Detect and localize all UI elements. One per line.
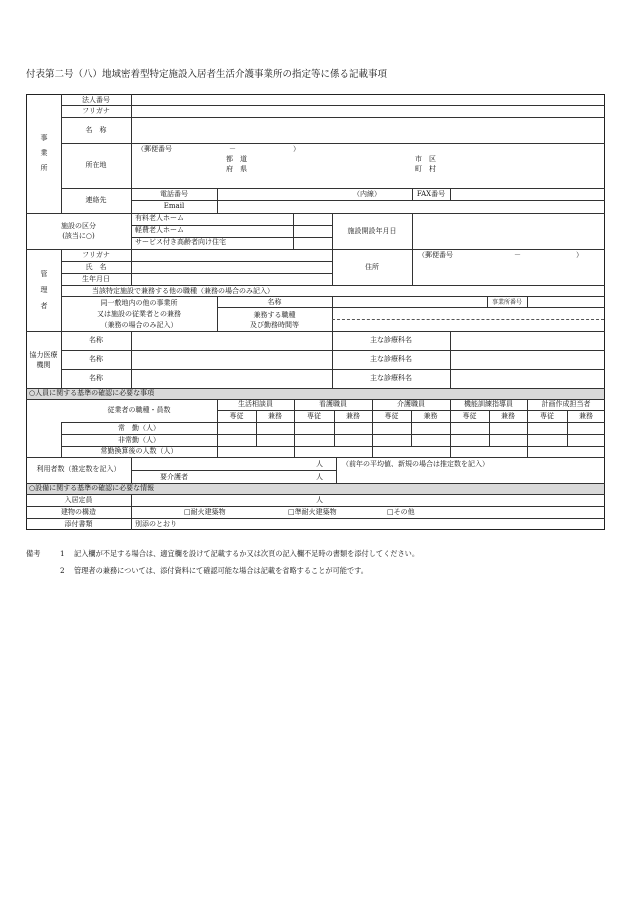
doitsu-line: 同一敷地内の他の事業所 xyxy=(100,299,178,307)
meisho-label: 名 称 xyxy=(85,126,107,134)
denwa-label: 電話番号 xyxy=(160,190,188,198)
shisetsu-kubun-note: (該当に○) xyxy=(62,232,95,240)
shuna-shinryo-2: 主な診療科名 xyxy=(370,355,412,363)
kennmu2-line: 兼務する職種 xyxy=(253,311,296,319)
doitsu-line: （兼務の場合のみ記入） xyxy=(100,321,178,329)
kanrisha-furigana-label: フリガナ xyxy=(82,251,110,259)
doitsu-line: 又は施設の従業者との兼務 xyxy=(97,310,181,318)
doitsu-shikichi-label xyxy=(61,298,217,331)
kyoryoku-label xyxy=(26,350,61,370)
kyoryoku-meisho-2: 名称 xyxy=(89,355,103,363)
jinin-header: ○人員に関する基準の確認に必要な事項 xyxy=(29,389,155,397)
teiin-label: 入居定員 xyxy=(64,496,93,504)
kaisetsu-label: 施設開設年月日 xyxy=(347,227,397,235)
kennmu-5: 兼務 xyxy=(579,412,593,420)
jigyosho-bango-label: 事業所番号 xyxy=(491,299,522,306)
riyosha-nin: 人 xyxy=(316,460,323,468)
hojin-bango-label: 法人番号 xyxy=(82,96,110,104)
furigana-label: フリガナ xyxy=(82,107,110,115)
kanrisha-yubin: （郵便番号 xyxy=(418,251,453,259)
shisetsu-kubun-label: 施設の区分 xyxy=(61,222,96,230)
fax-label: FAX番号 xyxy=(416,190,446,198)
sennin-3: 専従 xyxy=(384,412,399,420)
kanrisha-shimei-label: 氏 名 xyxy=(85,263,107,271)
kyoryoku-line: 協力医療 xyxy=(29,351,58,359)
kanrisha-jusho-label: 住所 xyxy=(365,263,379,271)
todo-text: 都 道 xyxy=(226,155,247,163)
kanrisha-seinengappi-label: 生年月日 xyxy=(82,275,110,283)
kennmu-3: 兼務 xyxy=(423,412,438,420)
kennmu-2: 兼務 xyxy=(346,412,360,420)
shiku-text: 市 区 xyxy=(415,155,436,163)
kozo-sonota[interactable]: □その他 xyxy=(387,508,415,516)
kozo-juntaika[interactable]: □準耐火建築物 xyxy=(288,508,337,516)
shisetsu-type-yuryo: 有料老人ホーム xyxy=(135,214,184,222)
shokushu-label: 従業者の職種・員数 xyxy=(107,406,171,414)
yubin-close: ） xyxy=(293,145,300,153)
kyoryoku-meisho-1: 名称 xyxy=(89,336,103,344)
kennmu2-line: 及び勤務時間等 xyxy=(250,321,299,329)
tempu-value: 別添のとおり xyxy=(135,520,177,528)
sennin-4: 専従 xyxy=(462,412,477,420)
kennmu-shokushu-label: 当該特定施設で兼務する他の職種（兼務の場合のみ記入） xyxy=(92,287,274,295)
tempu-label: 添付書類 xyxy=(64,520,93,528)
kanrisha-section-label xyxy=(30,266,58,314)
riyosha-label: 利用者数（推定数を記入） xyxy=(36,465,121,473)
section-char: 事 xyxy=(40,134,48,142)
kanrisha-meisho-label: 名称 xyxy=(267,298,282,306)
section-char: 者 xyxy=(40,302,48,310)
yokaigo-nin: 人 xyxy=(316,473,323,481)
kyoryoku-line: 機関 xyxy=(36,361,51,369)
naisen-label: （内線） xyxy=(353,190,381,198)
shisetsu-type-keihi: 軽費老人ホーム xyxy=(135,226,184,234)
chouson-text: 町 村 xyxy=(415,165,436,173)
shuna-shinryo-3: 主な診療科名 xyxy=(370,374,412,382)
col-seikatsu: 生活相談員 xyxy=(238,400,273,408)
fuken-text: 府 県 xyxy=(226,165,247,173)
kanrisha-yubin-close: ） xyxy=(576,251,583,259)
col-kaigo: 介護職員 xyxy=(397,400,425,408)
shuna-shinryo-1: 主な診療科名 xyxy=(370,336,412,344)
shozaichi-label: 所在地 xyxy=(85,161,107,169)
shisetsu-type-sakoju: サービス付き高齢者向け住宅 xyxy=(135,238,226,246)
biko-label: 備考 xyxy=(26,549,41,558)
yokaigo-label: 要介護者 xyxy=(160,473,188,481)
sennin-2: 専従 xyxy=(307,412,321,420)
teiin-nin: 人 xyxy=(316,496,323,504)
yubin-dash: － xyxy=(229,145,236,153)
sennin-1: 専従 xyxy=(229,412,244,420)
row-kansan: 常勤換算後の人数（人） xyxy=(100,447,178,455)
riyosha-note: （前年の平均値、新規の場合は推定数を記入） xyxy=(342,460,489,468)
email-label: Email xyxy=(163,202,185,210)
kennmu-1: 兼務 xyxy=(268,412,282,420)
col-kango: 看護職員 xyxy=(319,400,347,408)
kennmu-jikan-label xyxy=(217,310,332,330)
section-char: 業 xyxy=(40,149,48,157)
note-2-text: 管理者の兼務については、添付資料にて確認可能な場合は記載を省略することが可能です。 xyxy=(74,566,368,575)
jigyosho-section-label xyxy=(30,131,58,176)
note-1-num: 1 xyxy=(60,549,65,558)
col-keikaku: 計画作成担当者 xyxy=(541,400,591,408)
col-kinou: 機能訓練指導員 xyxy=(464,400,513,408)
kanrisha-yubin-dash: － xyxy=(514,251,521,259)
kozo-taika[interactable]: □耐火建築物 xyxy=(184,508,226,516)
section-char: 管 xyxy=(40,270,48,278)
row-jokin: 常 勤（人） xyxy=(118,424,160,432)
section-char: 理 xyxy=(40,286,48,294)
section-char: 所 xyxy=(40,164,48,172)
form-title: 付表第二号（八）地域密着型特定施設入居者生活介護事業所の指定等に係る記載事項 xyxy=(26,69,388,80)
note-2-num: 2 xyxy=(60,566,65,575)
note-1-text: 記入欄が不足する場合は、適宜欄を設けて記載するか又は次頁の記入欄不足時の書類を添付してください。 xyxy=(74,549,420,558)
yubin-bango: （郵便番号 xyxy=(137,145,172,153)
kennmu-4: 兼務 xyxy=(501,412,515,420)
sennin-5: 専従 xyxy=(540,412,554,420)
renrakusaki-label: 連絡先 xyxy=(85,196,107,204)
kyoryoku-meisho-3: 名称 xyxy=(89,374,103,382)
kozo-label: 建物の構造 xyxy=(61,508,96,516)
setsubi-header: ○設備に関する基準の確認に必要な情報 xyxy=(29,484,155,492)
row-hijokin: 非常勤（人） xyxy=(118,436,160,444)
